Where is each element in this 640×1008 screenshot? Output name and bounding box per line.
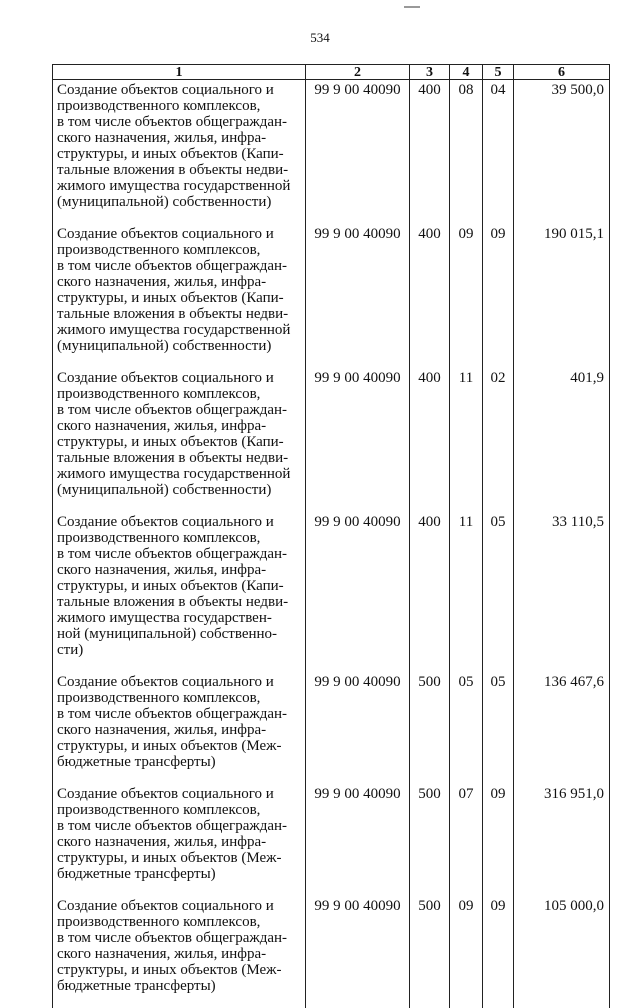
spacer-cell (306, 658, 410, 672)
row-name-cell: Создание объектов социального и производственного комплексов, в том числе объектов общеграждан- ского назначения, жилья, инфра- структуры, и иных объектов (Меж- бюджетные трансферты) (53, 784, 306, 882)
header-col-4: 4 (450, 65, 483, 80)
spacer-cell (483, 770, 514, 784)
row-expense-type-cell: 400 (410, 80, 450, 211)
row-subsection-cell: 09 (483, 896, 514, 994)
row-expense-type-cell: 500 (410, 896, 450, 994)
spacer-cell (483, 210, 514, 224)
row-subsection-cell: 09 (483, 224, 514, 354)
spacer-cell (306, 882, 410, 896)
spacer-cell (450, 354, 483, 368)
budget-table (52, 64, 610, 1008)
spacer-cell (450, 770, 483, 784)
header-col-2: 2 (306, 65, 410, 80)
spacer-cell (410, 994, 450, 1008)
row-section-cell: 11 (450, 512, 483, 658)
row-amount-cell: 136 467,6 (514, 672, 610, 770)
row-code-cell: 99 9 00 40090 (306, 368, 410, 498)
spacer-cell (53, 354, 306, 368)
table-header-row (53, 65, 610, 80)
table-row (53, 896, 610, 994)
row-code-cell: 99 9 00 40090 (306, 672, 410, 770)
row-expense-type-cell: 400 (410, 512, 450, 658)
row-spacer (53, 210, 610, 224)
spacer-cell (483, 994, 514, 1008)
spacer-cell (53, 770, 306, 784)
spacer-cell (483, 882, 514, 896)
row-amount-cell: 316 951,0 (514, 784, 610, 882)
row-subsection-cell: 05 (483, 512, 514, 658)
spacer-cell (410, 882, 450, 896)
spacer-cell (306, 210, 410, 224)
row-section-cell: 08 (450, 80, 483, 211)
spacer-cell (514, 210, 610, 224)
spacer-cell (514, 994, 610, 1008)
row-spacer (53, 994, 610, 1008)
row-subsection-cell: 04 (483, 80, 514, 211)
scan-artifact-mark (404, 6, 420, 8)
table-row (53, 368, 610, 498)
spacer-cell (306, 354, 410, 368)
row-code-cell: 99 9 00 40090 (306, 896, 410, 994)
header-col-5: 5 (483, 65, 514, 80)
row-name-cell: Создание объектов социального и производственного комплексов, в том числе объектов общеграждан- ского назначения, жилья, инфра- структуры, и иных объектов (Капи- тальные вложения в объекты недви- жимого имущества государственной (муниципальной) собственности) (53, 80, 306, 211)
row-code-cell: 99 9 00 40090 (306, 224, 410, 354)
spacer-cell (450, 994, 483, 1008)
row-section-cell: 09 (450, 224, 483, 354)
row-amount-cell: 39 500,0 (514, 80, 610, 211)
table-row (53, 224, 610, 354)
spacer-cell (410, 498, 450, 512)
spacer-cell (514, 882, 610, 896)
table-row (53, 784, 610, 882)
row-code-cell: 99 9 00 40090 (306, 784, 410, 882)
spacer-cell (514, 658, 610, 672)
header-col-1: 1 (53, 65, 306, 80)
table-body (53, 80, 610, 1008)
row-name-cell: Создание объектов социального и производственного комплексов, в том числе объектов общеграждан- ского назначения, жилья, инфра- структуры, и иных объектов (Меж- бюджетные трансферты) (53, 672, 306, 770)
spacer-cell (483, 354, 514, 368)
table-row (53, 512, 610, 658)
spacer-cell (410, 210, 450, 224)
spacer-cell (410, 770, 450, 784)
spacer-cell (450, 498, 483, 512)
row-section-cell: 11 (450, 368, 483, 498)
spacer-cell (53, 882, 306, 896)
spacer-cell (450, 882, 483, 896)
header-col-6: 6 (514, 65, 610, 80)
row-section-cell: 07 (450, 784, 483, 882)
spacer-cell (53, 210, 306, 224)
row-spacer (53, 498, 610, 512)
spacer-cell (514, 770, 610, 784)
row-subsection-cell: 05 (483, 672, 514, 770)
row-code-cell: 99 9 00 40090 (306, 512, 410, 658)
row-name-cell: Создание объектов социального и производственного комплексов, в том числе объектов общеграждан- ского назначения, жилья, инфра- структуры, и иных объектов (Капи- тальные вложения в объекты недви- жимого имущества государственной (муниципальной) собственности) (53, 224, 306, 354)
row-name-cell: Создание объектов социального и производственного комплексов, в том числе объектов общеграждан- ского назначения, жилья, инфра- структуры, и иных объектов (Меж- бюджетные трансферты) (53, 896, 306, 994)
spacer-cell (53, 994, 306, 1008)
row-amount-cell: 105 000,0 (514, 896, 610, 994)
row-expense-type-cell: 400 (410, 224, 450, 354)
spacer-cell (306, 994, 410, 1008)
row-section-cell: 05 (450, 672, 483, 770)
table-row (53, 672, 610, 770)
row-expense-type-cell: 400 (410, 368, 450, 498)
spacer-cell (410, 354, 450, 368)
header-col-3: 3 (410, 65, 450, 80)
row-amount-cell: 33 110,5 (514, 512, 610, 658)
spacer-cell (53, 658, 306, 672)
row-spacer (53, 354, 610, 368)
row-name-cell: Создание объектов социального и производственного комплексов, в том числе объектов общеграждан- ского назначения, жилья, инфра- структуры, и иных объектов (Капи- тальные вложения в объекты недви- жимого имущества государствен- ной (муниципальной) собственно- сти) (53, 512, 306, 658)
row-spacer (53, 658, 610, 672)
row-subsection-cell: 02 (483, 368, 514, 498)
row-section-cell: 09 (450, 896, 483, 994)
row-amount-cell: 401,9 (514, 368, 610, 498)
row-spacer (53, 882, 610, 896)
spacer-cell (53, 498, 306, 512)
spacer-cell (514, 354, 610, 368)
spacer-cell (514, 498, 610, 512)
spacer-cell (306, 770, 410, 784)
spacer-cell (483, 498, 514, 512)
row-spacer (53, 770, 610, 784)
row-expense-type-cell: 500 (410, 672, 450, 770)
table-row (53, 80, 610, 211)
spacer-cell (410, 658, 450, 672)
row-amount-cell: 190 015,1 (514, 224, 610, 354)
spacer-cell (306, 498, 410, 512)
row-expense-type-cell: 500 (410, 784, 450, 882)
page-number: 534 (0, 30, 640, 46)
spacer-cell (450, 658, 483, 672)
row-name-cell: Создание объектов социального и производственного комплексов, в том числе объектов общеграждан- ского назначения, жилья, инфра- структуры, и иных объектов (Капи- тальные вложения в объекты недви- жимого имущества государственной (муниципальной) собственности) (53, 368, 306, 498)
spacer-cell (483, 658, 514, 672)
row-subsection-cell: 09 (483, 784, 514, 882)
row-code-cell: 99 9 00 40090 (306, 80, 410, 211)
spacer-cell (450, 210, 483, 224)
